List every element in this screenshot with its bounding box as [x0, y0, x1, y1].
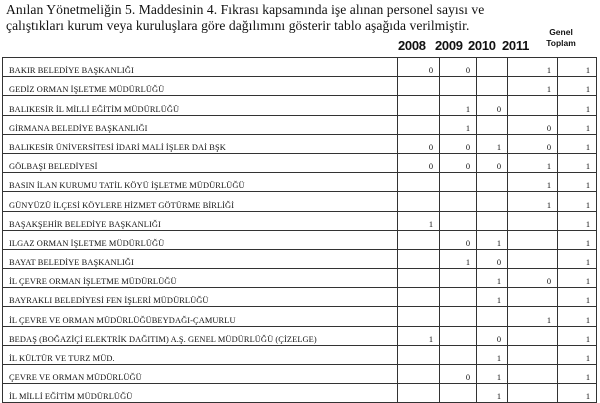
value-2008 — [398, 77, 440, 96]
value-2011 — [508, 96, 558, 115]
value-2010: 1 — [477, 230, 508, 249]
institution-name: BAKIR BELEDİYE BAŞKANLIĞI — [3, 58, 398, 77]
intro-paragraph — [6, 2, 596, 34]
value-2011: 1 — [508, 173, 558, 192]
table-row — [3, 326, 597, 345]
table-row — [3, 269, 597, 288]
value-2010 — [477, 307, 508, 326]
institution-name: İL MİLLİ EĞİTİM MÜDÜRLÜĞÜ — [3, 384, 398, 403]
value-total: 1 — [558, 192, 597, 211]
value-total: 1 — [558, 326, 597, 345]
value-2011 — [508, 365, 558, 384]
value-2008 — [398, 345, 440, 364]
institution-name: BALIKESİR ÜNİVERSİTESİ İDARİ MALİ İŞLER DAİ BŞK — [3, 134, 398, 153]
value-2011 — [508, 326, 558, 345]
value-2010 — [477, 192, 508, 211]
institution-name: ÇEVRE VE ORMAN MÜDÜRLÜĞÜ — [3, 365, 398, 384]
value-2011: 0 — [508, 269, 558, 288]
institution-name: BEDAŞ (BOĞAZİÇİ ELEKTRİK DAĞITIM) A.Ş. GENEL MÜDÜRLÜĞÜ (ÇİZELGE) — [3, 326, 398, 345]
institution-name: BAYRAKLI BELEDİYESİ FEN İŞLERİ MÜDÜRLÜĞÜ — [3, 288, 398, 307]
value-2008 — [398, 173, 440, 192]
value-2011: 0 — [508, 115, 558, 134]
institution-name: BASIN İLAN KURUMU TATİL KÖYÜ İŞLETME MÜDÜRLÜĞÜ — [3, 173, 398, 192]
value-2008: 0 — [398, 58, 440, 77]
year-header-2010: 2010 — [468, 38, 496, 53]
value-total: 1 — [558, 58, 597, 77]
value-total: 1 — [558, 115, 597, 134]
value-2008 — [398, 365, 440, 384]
institution-name: BAYAT BELEDİYE BAŞKANLIĞI — [3, 249, 398, 268]
value-2009 — [440, 173, 477, 192]
table-row — [3, 365, 597, 384]
value-2008 — [398, 192, 440, 211]
value-2011 — [508, 288, 558, 307]
value-2009 — [440, 307, 477, 326]
value-2011 — [508, 230, 558, 249]
value-2010 — [477, 211, 508, 230]
value-2008: 1 — [398, 211, 440, 230]
value-total: 1 — [558, 384, 597, 403]
value-2009: 1 — [440, 96, 477, 115]
value-2009: 0 — [440, 230, 477, 249]
table-row — [3, 96, 597, 115]
institution-name: İL KÜLTÜR VE TURZ MÜD. — [3, 345, 398, 364]
value-total: 1 — [558, 365, 597, 384]
total-header-line-1: Genel — [549, 27, 573, 37]
value-total: 1 — [558, 288, 597, 307]
value-total: 1 — [558, 134, 597, 153]
value-2011: 1 — [508, 153, 558, 172]
value-2011: 1 — [508, 77, 558, 96]
year-header-2008: 2008 — [398, 38, 426, 53]
value-2010: 1 — [477, 365, 508, 384]
institution-name: İL ÇEVRE VE ORMAN MÜDÜRLÜĞÜBEYDAĞI-ÇAMURLU — [3, 307, 398, 326]
value-total: 1 — [558, 345, 597, 364]
value-2008: 1 — [398, 326, 440, 345]
value-2009 — [440, 269, 477, 288]
table-row — [3, 134, 597, 153]
intro-line-2: çalıştıkları kurum veya kuruluşlara göre dağılımını gösterir tablo aşağıda verilmiştir. — [6, 18, 470, 33]
value-2010: 1 — [477, 288, 508, 307]
value-2010: 0 — [477, 96, 508, 115]
value-2008 — [398, 288, 440, 307]
value-2010 — [477, 173, 508, 192]
institution-name: GÖLBAŞI BELEDİYESİ — [3, 153, 398, 172]
table-row — [3, 77, 597, 96]
value-2009 — [440, 192, 477, 211]
value-2009 — [440, 326, 477, 345]
table-row — [3, 173, 597, 192]
table-row — [3, 153, 597, 172]
value-2010 — [477, 115, 508, 134]
value-2009: 0 — [440, 153, 477, 172]
institution-name: BALIKESİR İL MİLLİ EĞİTİM MÜDÜRLÜĞÜ — [3, 96, 398, 115]
intro-line-1: Anılan Yönetmeliğin 5. Maddesinin 4. Fıkrası kapsamında işe alınan personel sayısı ve — [6, 2, 485, 17]
value-2009: 1 — [440, 115, 477, 134]
value-2009: 0 — [440, 58, 477, 77]
value-2008: 0 — [398, 153, 440, 172]
table-row — [3, 307, 597, 326]
table-row — [3, 192, 597, 211]
value-2010 — [477, 77, 508, 96]
value-2010 — [477, 58, 508, 77]
value-2010: 0 — [477, 326, 508, 345]
value-2011: 1 — [508, 307, 558, 326]
value-2010: 1 — [477, 384, 508, 403]
value-2010: 1 — [477, 134, 508, 153]
value-2009: 0 — [440, 134, 477, 153]
table-row — [3, 211, 597, 230]
value-total: 1 — [558, 269, 597, 288]
institution-name: GÜNYÜZÜ İLÇESİ KÖYLERE HİZMET GÖTÜRME BİRLİĞİ — [3, 192, 398, 211]
institution-name: GEDİZ ORMAN İŞLETME MÜDÜRLÜĞÜ — [3, 77, 398, 96]
value-total: 1 — [558, 77, 597, 96]
value-total: 1 — [558, 249, 597, 268]
value-2011: 0 — [508, 134, 558, 153]
value-2008 — [398, 96, 440, 115]
value-2009 — [440, 288, 477, 307]
table-row — [3, 345, 597, 364]
value-2008: 0 — [398, 134, 440, 153]
table-row — [3, 230, 597, 249]
value-total: 1 — [558, 211, 597, 230]
value-2008 — [398, 115, 440, 134]
table-row — [3, 288, 597, 307]
value-2011 — [508, 249, 558, 268]
total-header-line-2: Toplam — [546, 38, 576, 48]
value-2011 — [508, 211, 558, 230]
value-2010: 0 — [477, 153, 508, 172]
value-2008 — [398, 269, 440, 288]
value-2011: 1 — [508, 192, 558, 211]
value-2010: 1 — [477, 269, 508, 288]
table-row — [3, 249, 597, 268]
value-2009 — [440, 211, 477, 230]
value-2010: 1 — [477, 345, 508, 364]
value-2008 — [398, 307, 440, 326]
value-2010: 0 — [477, 249, 508, 268]
value-2008 — [398, 249, 440, 268]
year-header-2011: 2011 — [502, 38, 530, 53]
value-2011 — [508, 345, 558, 364]
institution-name: GİRMANA BELEDİYE BAŞKANLIĞI — [3, 115, 398, 134]
table-row — [3, 58, 597, 77]
institution-name: BAŞAKŞEHİR BELEDİYE BAŞKANLIĞI — [3, 211, 398, 230]
value-total: 1 — [558, 96, 597, 115]
institution-name: ILGAZ ORMAN İŞLETME MÜDÜRLÜĞÜ — [3, 230, 398, 249]
value-total: 1 — [558, 307, 597, 326]
institution-name: İL ÇEVRE ORMAN İŞLETME MÜDÜRLÜĞÜ — [3, 269, 398, 288]
value-2008 — [398, 230, 440, 249]
year-header-2009: 2009 — [435, 38, 463, 53]
value-2009: 1 — [440, 249, 477, 268]
value-total: 1 — [558, 173, 597, 192]
value-2009 — [440, 345, 477, 364]
value-total: 1 — [558, 153, 597, 172]
value-total: 1 — [558, 230, 597, 249]
table-row — [3, 115, 597, 134]
personnel-table — [2, 57, 597, 403]
total-header — [538, 27, 584, 49]
value-2009: 0 — [440, 365, 477, 384]
value-2009 — [440, 77, 477, 96]
value-2011: 1 — [508, 58, 558, 77]
